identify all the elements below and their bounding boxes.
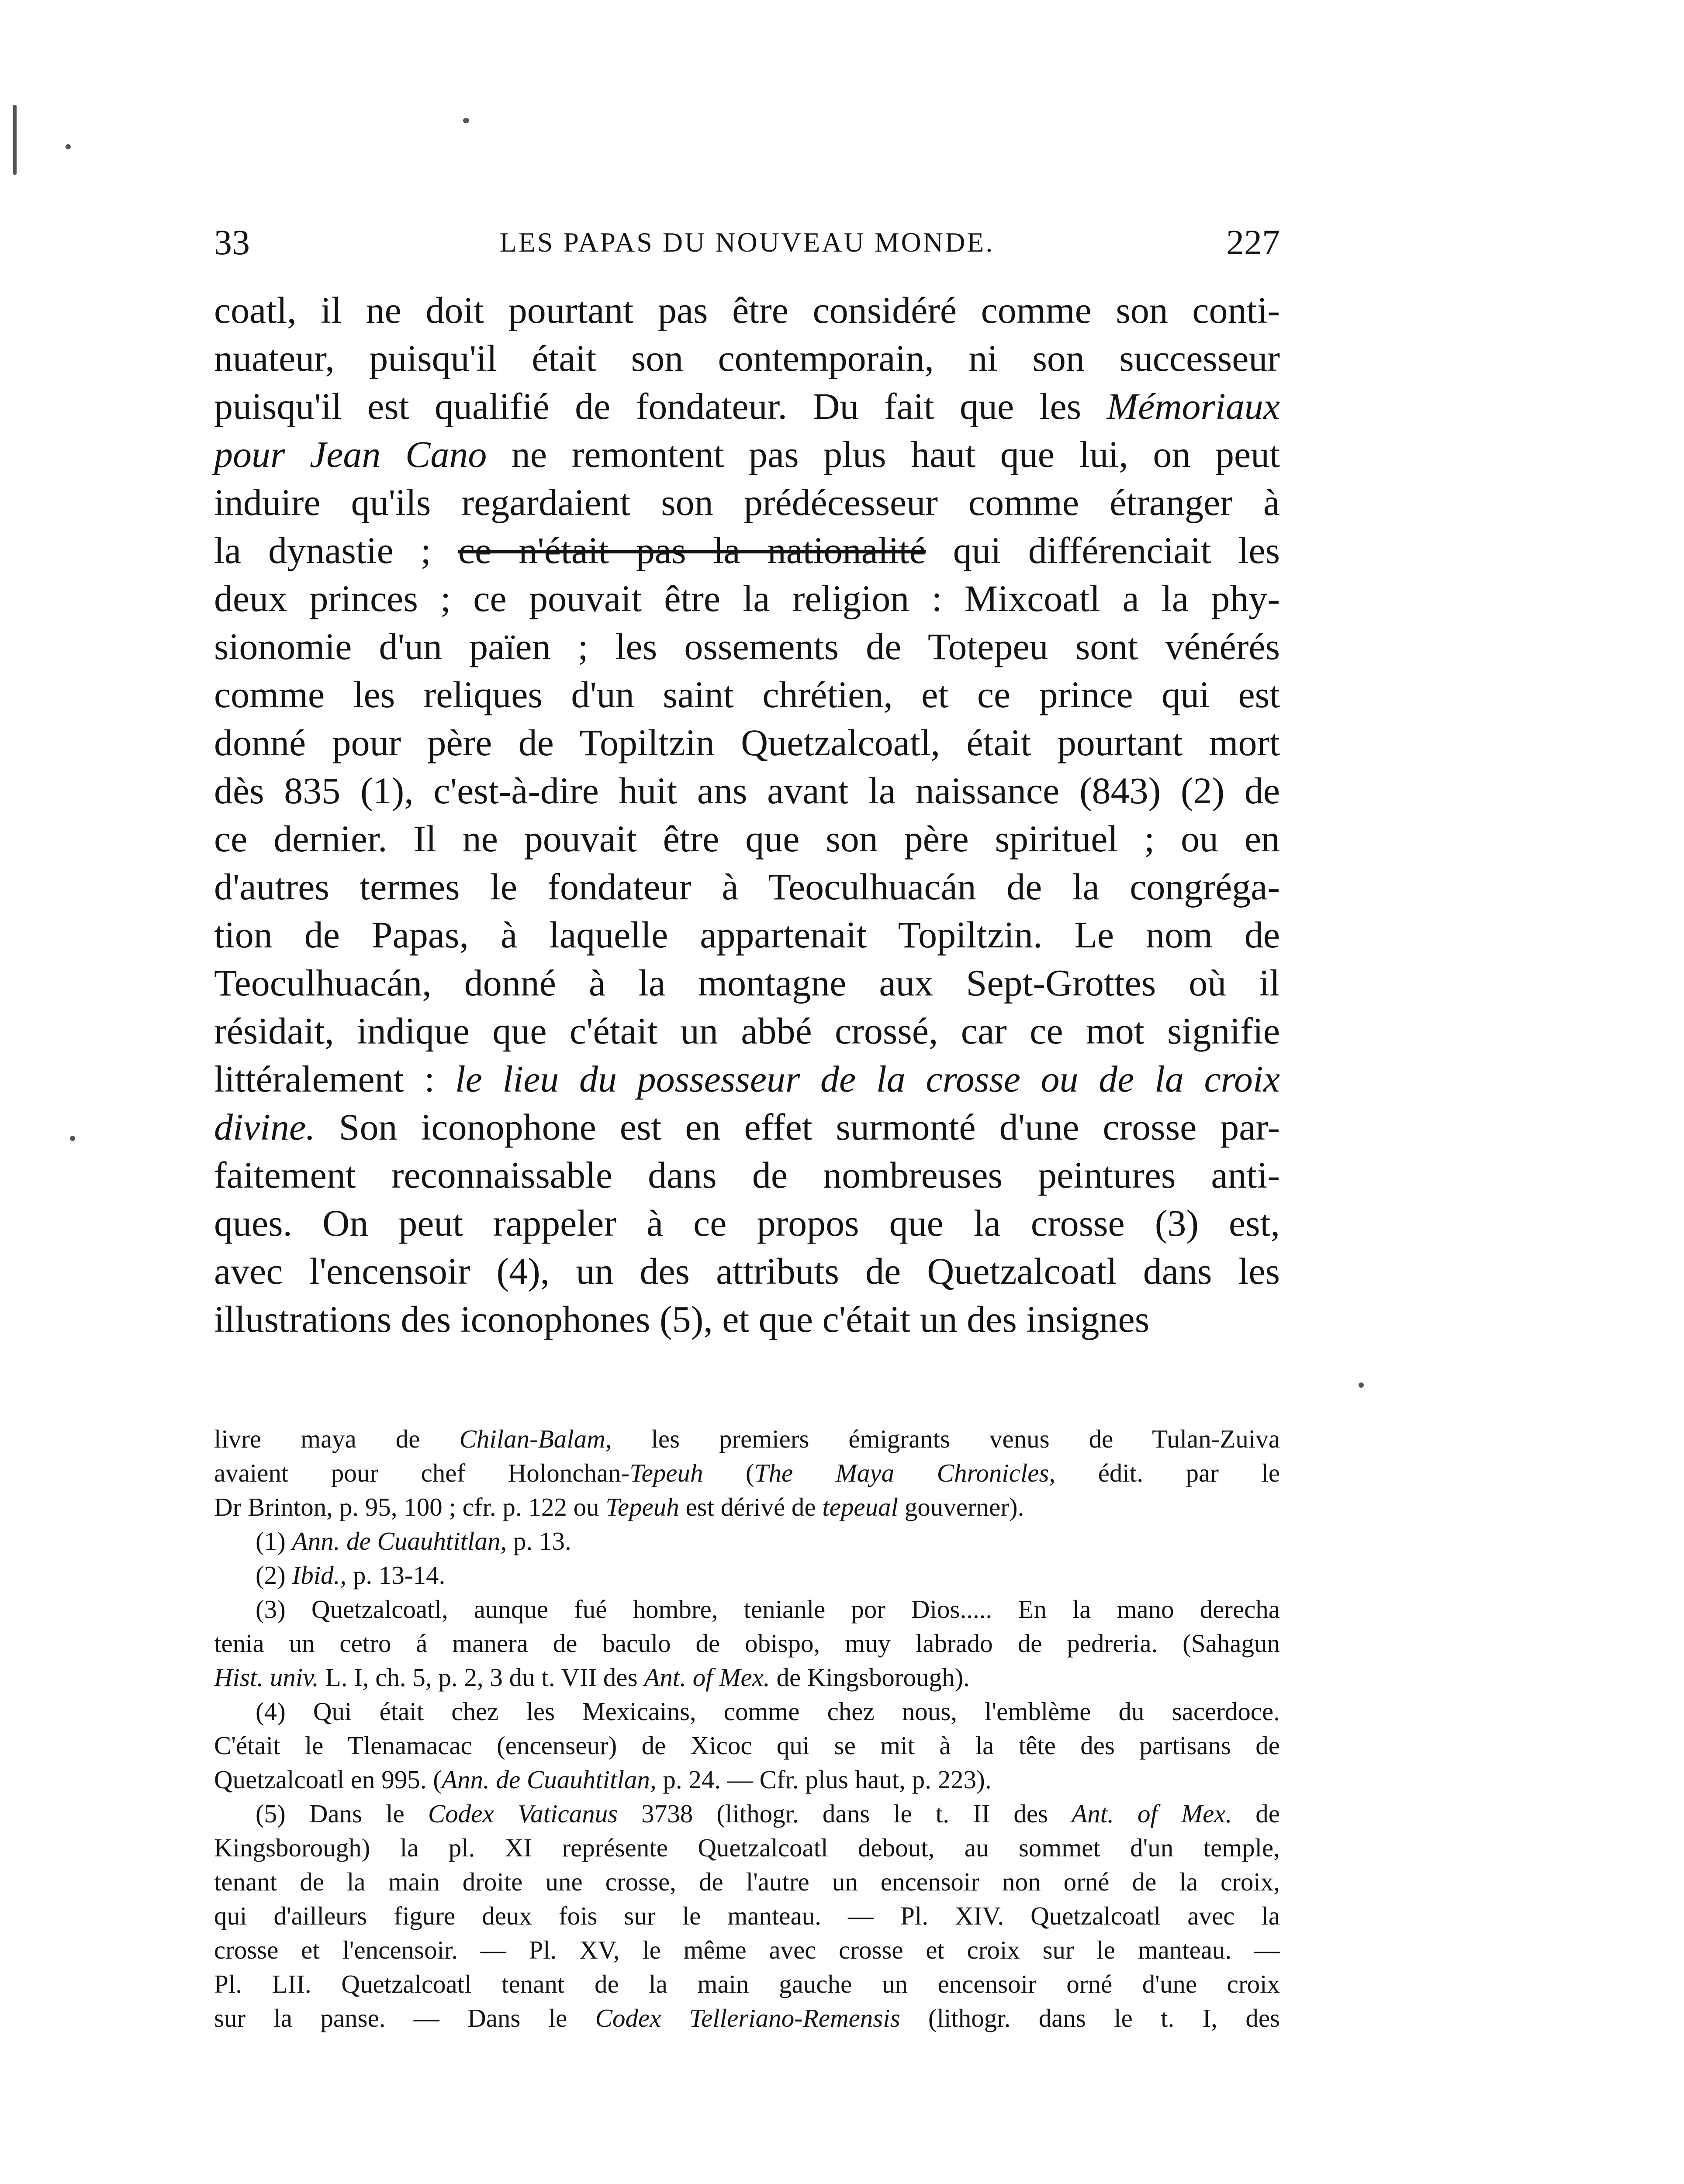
text-run: L. I, ch. 5, p. 2, 3 du t. VII des — [318, 1663, 644, 1692]
footnote-line — [214, 1865, 1280, 1899]
footnote-line — [214, 1660, 1280, 1694]
text-run: Kingsborough) la pl. XI représente Quetzalcoatl debout, au sommet d'un temple, — [214, 1833, 1280, 1862]
scan-speck — [66, 144, 71, 149]
text-run: (3) Quetzalcoatl, aunque fué hombre, tenianle por Dios..... En la mano derecha — [256, 1595, 1280, 1624]
text-run: qui d'ailleurs figure deux fois sur le manteau. — Pl. XIV. Quetzalcoatl avec la — [214, 1901, 1280, 1930]
text-line — [214, 1295, 1280, 1343]
text-line — [214, 382, 1280, 430]
footnote-line — [214, 1762, 1280, 1797]
text-run: les premiers émigrants venus de Tulan-Zuiva — [612, 1424, 1280, 1453]
text-line — [214, 622, 1280, 670]
text-run: dès 835 (1), c'est-à-dire huit ans avant la naissance (843) (2) de — [214, 770, 1280, 812]
struck-text: ce n'était pas la nationalité — [458, 529, 926, 571]
text-line — [214, 1007, 1280, 1055]
running-header — [214, 218, 1280, 266]
italic-text: Ann. de Cuauhtitlan, — [441, 1765, 657, 1794]
text-run: Quetzalcoatl en 995. ( — [214, 1765, 442, 1794]
text-run: Son iconophone est en effet surmonté d'une crosse par- — [315, 1106, 1280, 1148]
text-line — [214, 478, 1280, 526]
text-run: avec l'encensoir (4), un des attributs de Quetzalcoatl dans les — [214, 1250, 1280, 1292]
text-run: ques. On peut rappeler à ce propos que la crosse (3) est, — [214, 1202, 1280, 1244]
italic-text: Chilan-Balam, — [459, 1424, 612, 1453]
page-number-right: 227 — [1226, 222, 1280, 262]
text-run: p. 13-14. — [346, 1561, 446, 1590]
text-run: nuateur, puisqu'il était son contemporain, ni son successeur — [214, 337, 1280, 379]
text-line — [214, 863, 1280, 911]
text-run: avaient pour chef Holonchan- — [214, 1458, 630, 1487]
footnote-line — [214, 1592, 1280, 1626]
text-line — [214, 1055, 1280, 1103]
text-run: 3738 (lithogr. dans le t. II des — [618, 1799, 1072, 1828]
text-line — [214, 334, 1280, 382]
italic-text: le lieu du possesseur de la crosse ou de la croix — [455, 1058, 1280, 1100]
scan-speck — [1359, 1382, 1364, 1388]
italic-text: Tepeuh — [605, 1493, 679, 1521]
footnote-line — [214, 1728, 1280, 1762]
text-line — [214, 286, 1280, 334]
italic-text: Ann. de Cuauhtitlan, — [292, 1527, 507, 1555]
text-run: (1) — [256, 1527, 292, 1555]
footnote-line — [214, 1694, 1280, 1728]
italic-text: Ibid., — [292, 1561, 347, 1590]
text-line — [214, 1103, 1280, 1151]
text-line — [214, 1199, 1280, 1247]
footnote-line — [214, 1797, 1280, 1831]
italic-text: Codex Vaticanus — [428, 1799, 618, 1828]
text-run: de — [1232, 1799, 1280, 1828]
text-run: la dynastie ; — [214, 529, 458, 571]
footnote-line — [214, 1831, 1280, 1865]
text-line — [214, 815, 1280, 863]
footnote-line — [214, 2001, 1280, 2035]
text-line — [214, 430, 1280, 478]
text-run: sionomie d'un païen ; les ossements de Totepeu sont vénérés — [214, 625, 1280, 667]
italic-text: tepeual — [822, 1493, 899, 1521]
text-run: est dérivé de — [679, 1493, 823, 1521]
text-run: comme les reliques d'un saint chrétien, et ce prince qui est — [214, 674, 1280, 715]
text-run: (5) Dans le — [256, 1799, 428, 1828]
italic-text: divine. — [214, 1106, 315, 1148]
text-line — [214, 959, 1280, 1007]
text-run: de Kingsborough). — [770, 1663, 970, 1692]
text-run: coatl, il ne doit pourtant pas être considéré comme son conti- — [214, 289, 1280, 331]
text-run: ce dernier. Il ne pouvait être que son père spirituel ; ou en — [214, 818, 1280, 860]
text-line — [214, 767, 1280, 815]
italic-text: The Maya Chronicles, — [754, 1458, 1056, 1487]
text-run: induire qu'ils regardaient son prédécesseur comme étranger à — [214, 481, 1280, 523]
scan-speck — [70, 1136, 75, 1141]
text-run: tenia un cetro á manera de baculo de obispo, muy labrado de pedreria. (Sahagun — [214, 1629, 1280, 1658]
footnote-line — [214, 1524, 1280, 1558]
text-line — [214, 526, 1280, 574]
page-number-left: 33 — [214, 222, 250, 262]
text-run: p. 13. — [507, 1527, 571, 1555]
text-run: crosse et l'encensoir. — Pl. XV, le même avec crosse et croix sur le manteau. — — [214, 1935, 1280, 1964]
text-line — [214, 719, 1280, 767]
scan-speck — [13, 105, 17, 175]
footnote-line — [214, 1626, 1280, 1660]
footnote-line — [214, 1490, 1280, 1524]
running-title: LES PAPAS DU NOUVEAU MONDE. — [499, 227, 995, 258]
text-run: illustrations des iconophones (5), et que c'était un des insignes — [214, 1298, 1150, 1340]
text-run: livre maya de — [214, 1424, 460, 1453]
text-run: Dr Brinton, p. 95, 100 ; cfr. p. 122 ou — [214, 1493, 606, 1521]
footnote-line — [214, 1967, 1280, 2001]
text-run: tenant de la main droite une crosse, de l'autre un encensoir non orné de la croix, — [214, 1867, 1280, 1896]
footnotes — [214, 1422, 1280, 2035]
text-run: édit. par le — [1055, 1458, 1280, 1487]
footnote-line — [214, 1422, 1280, 1456]
italic-text: pour Jean Cano — [214, 433, 487, 475]
italic-text: Tepeuh — [629, 1458, 703, 1487]
text-run: résidait, indique que c'était un abbé crossé, car ce mot signifie — [214, 1010, 1280, 1052]
italic-text: Codex Telleriano-Remensis — [595, 2004, 900, 2032]
footnote-line — [214, 1456, 1280, 1490]
footnote-line — [214, 1558, 1280, 1592]
text-run: C'était le Tlenamacac (encenseur) de Xicoc qui se mit à la tête des partisans de — [214, 1731, 1280, 1760]
footnote-line — [214, 1899, 1280, 1933]
text-line — [214, 1151, 1280, 1199]
main-text — [214, 286, 1280, 1343]
text-run: donné pour père de Topiltzin Quetzalcoatl, était pourtant mort — [214, 722, 1280, 764]
text-run: ( — [703, 1458, 754, 1487]
text-run: deux princes ; ce pouvait être la religion : Mixcoatl a la phy- — [214, 577, 1280, 619]
text-run: ne remontent pas plus haut que lui, on peut — [487, 433, 1280, 475]
italic-text: Mémoriaux — [1107, 385, 1280, 427]
text-line — [214, 1247, 1280, 1295]
text-run: faitement reconnaissable dans de nombreuses peintures anti- — [214, 1154, 1280, 1196]
text-run: p. 24. — Cfr. plus haut, p. 223). — [656, 1765, 992, 1794]
text-line — [214, 911, 1280, 959]
italic-text: Ant. of Mex. — [644, 1663, 770, 1692]
text-run: sur la panse. — Dans le — [214, 2004, 595, 2032]
italic-text: Ant. of Mex. — [1072, 1799, 1232, 1828]
text-run: puisqu'il est qualifié de fondateur. Du fait que les — [214, 385, 1107, 427]
text-line — [214, 670, 1280, 719]
text-run: tion de Papas, à laquelle appartenait Topiltzin. Le nom de — [214, 914, 1280, 956]
text-run: (lithogr. dans le t. I, des — [900, 2004, 1280, 2032]
text-run: d'autres termes le fondateur à Teoculhuacán de la congréga- — [214, 866, 1280, 908]
text-run: qui différenciait les — [926, 529, 1280, 571]
text-run: Pl. LII. Quetzalcoatl tenant de la main gauche un encensoir orné d'une croix — [214, 1970, 1280, 1998]
italic-text: Hist. univ. — [214, 1663, 319, 1692]
text-run: (2) — [256, 1561, 292, 1590]
text-run: Teoculhuacán, donné à la montagne aux Sept-Grottes où il — [214, 962, 1280, 1004]
footnote-line — [214, 1933, 1280, 1967]
text-run: littéralement : — [214, 1058, 455, 1100]
text-run: (4) Qui était chez les Mexicains, comme chez nous, l'emblème du sacerdoce. — [256, 1697, 1280, 1726]
text-run: gouverner). — [898, 1493, 1024, 1521]
text-line — [214, 574, 1280, 622]
scan-speck — [463, 118, 469, 123]
